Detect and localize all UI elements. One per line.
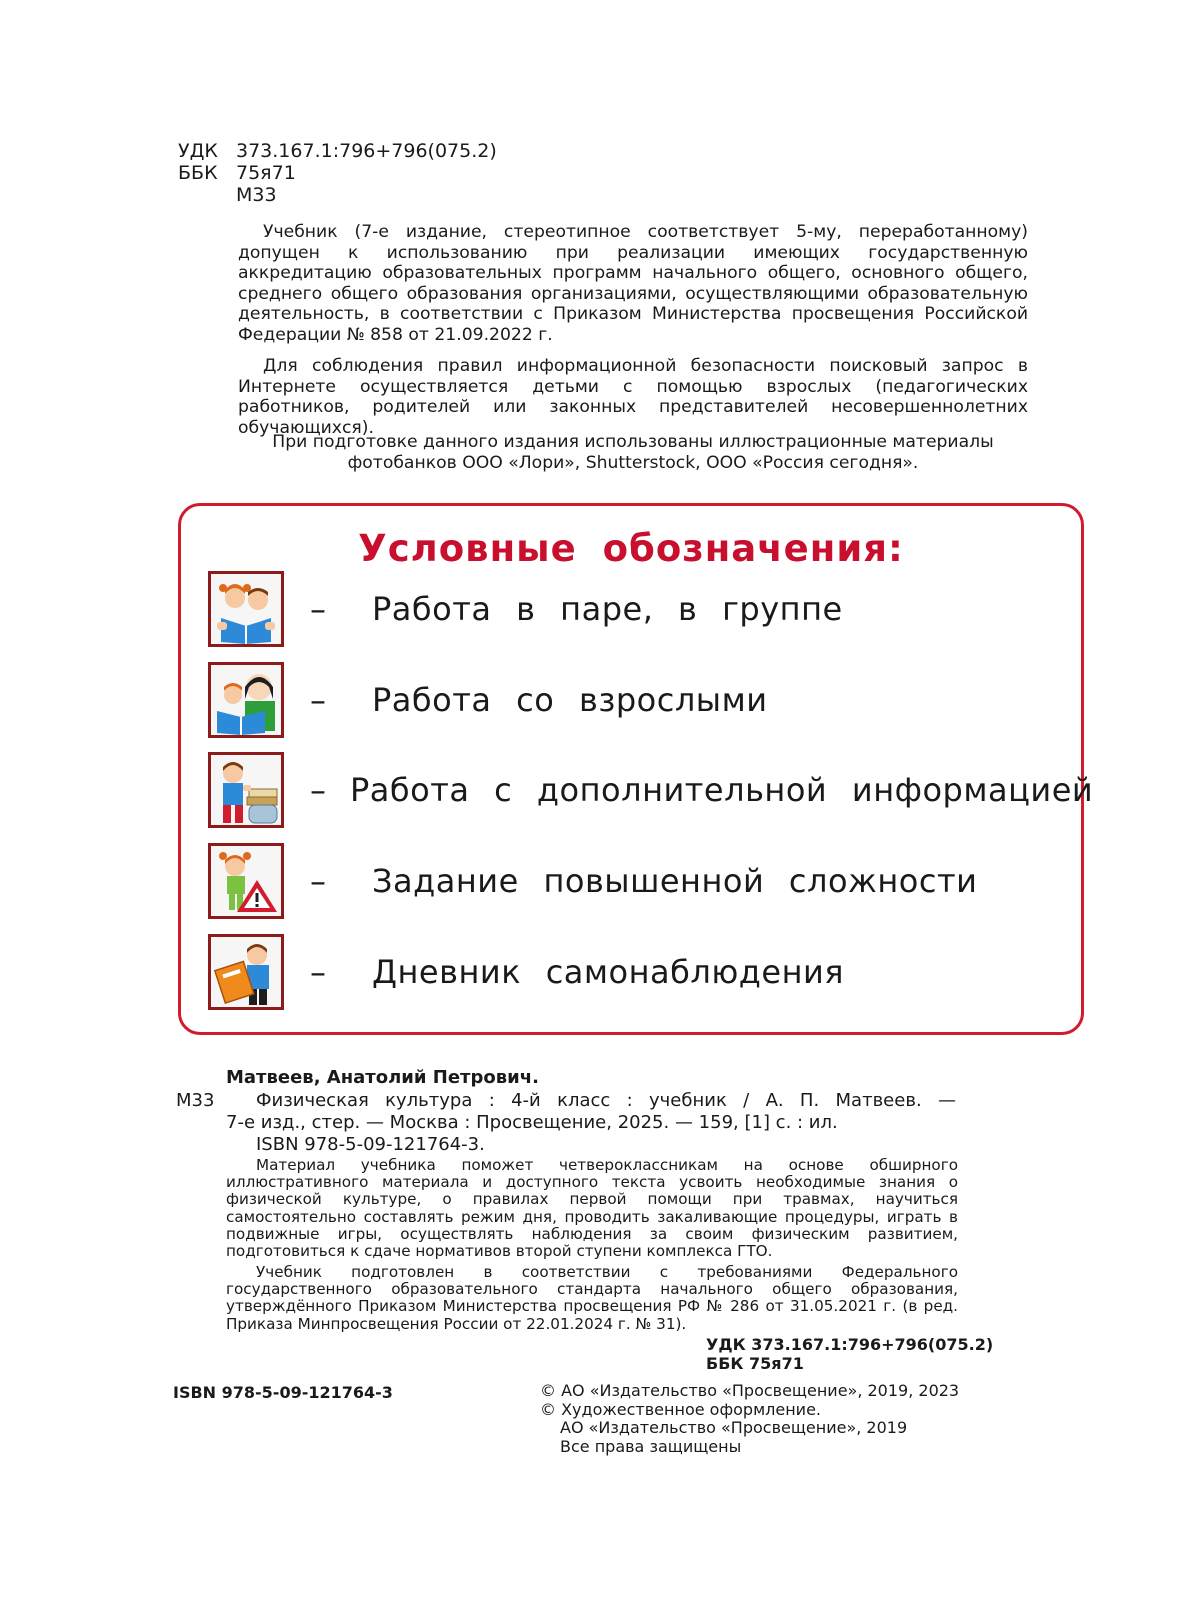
legend-item-diary <box>208 934 1078 1010</box>
author-code-label <box>178 184 236 206</box>
books-info-icon <box>208 752 284 828</box>
bib-title-line: Физическая культура : 4-й класс : учебник / А. П. Матвеев. — <box>256 1090 956 1111</box>
warning-sign-icon <box>208 843 284 919</box>
bib-standard-note: Учебник подготовлен в соответствии с требованиями Федерального государственного образовательного стандарта начального общего образования, утверждённого Приказом Министерства просвещения РФ № 286 от 31.05.2021 г. (в ред. Приказа Минпросвещения России от 22.01.2024 г. № 31). <box>226 1263 958 1333</box>
legend-dash: – <box>310 771 326 809</box>
copyright-block <box>540 1382 959 1456</box>
copyright-line: АО «Издательство «Просвещение», 2019 <box>560 1418 908 1438</box>
legend-item-adults <box>208 662 1078 738</box>
legend-label-pair: Работа в паре, в группе <box>372 590 843 628</box>
pair-reading-icon <box>208 571 284 647</box>
isbn-number: ISBN 978-5-09-121764-3 <box>173 1383 393 1402</box>
bbk-value: 75я71 <box>236 162 296 184</box>
legend-label-adults: Работа со взрослыми <box>372 681 768 719</box>
author-code-row <box>178 184 497 206</box>
adult-reading-icon <box>208 662 284 738</box>
udk-value: 373.167.1:796+796(075.2) <box>236 140 497 162</box>
bib-code: М33 <box>176 1090 215 1111</box>
legend-label-info: Работа с дополнительной информацией <box>350 771 1094 809</box>
legend-item-pair <box>208 571 1078 647</box>
legend-item-hard <box>208 843 1078 919</box>
diary-icon <box>208 934 284 1010</box>
author-code-value: М33 <box>236 184 277 206</box>
bib-classification <box>706 1335 993 1373</box>
legend-title: Условные обозначения: <box>358 527 904 570</box>
bib-author: Матвеев, Анатолий Петрович. <box>226 1067 539 1088</box>
udk-label: УДК <box>178 140 218 162</box>
bib-bbk: ББК 75я71 <box>706 1354 804 1373</box>
approval-paragraph: Учебник (7-е издание, стереотипное соответствует 5-му, переработанному) допущен к использованию при реализации имеющих государственную аккредитацию образовательных программ начального общего, основного общего, среднего общего образования организациями, осуществляющими образовательную деятельность, в соответствии с Приказом Министерства просвещения Российской Федерации № 858 от 21.09.2022 г. <box>238 222 1028 345</box>
bib-edition-line: 7-е изд., стер. — Москва : Просвещение, 2025. — 159, [1] с. : ил. <box>226 1112 838 1133</box>
legend-dash: – <box>310 953 326 991</box>
bib-isbn-line: ISBN 978-5-09-121764-3. <box>256 1134 485 1155</box>
legend-dash: – <box>310 681 326 719</box>
legend-label-diary: Дневник самонаблюдения <box>372 953 845 991</box>
legend-item-info <box>208 752 1094 828</box>
safety-paragraph: Для соблюдения правил информационной безопасности поисковый запрос в Интернете осуществляется детьми с помощью взрослых (педагогических работников, родителей или законных представителей несовершеннолетних обучающихся). <box>238 356 1028 438</box>
bbk-row <box>178 162 497 184</box>
classification-codes <box>178 140 497 206</box>
illustrations-note: При подготовке данного издания использованы иллюстрационные материалы фотобанков ООО «Лори», Shutterstock, ООО «Россия сегодня». <box>272 432 994 473</box>
legend-label-hard: Задание повышенной сложности <box>372 862 978 900</box>
bib-annotation: Материал учебника поможет четвероклассникам на основе обширного иллюстративного материала и доступного текста усвоить необходимые знания о физической культуре, о правилах первой помощи при травмах, научиться самостоятельно составлять режим дня, проводить закаливающие процедуры, играть в подвижные игры, осуществлять наблюдения за своим физическим развитием, подготовиться к сдаче нормативов второй ступени комплекса ГТО. <box>226 1156 958 1261</box>
udk-row <box>178 140 497 162</box>
legend-dash: – <box>310 590 326 628</box>
bib-udk: УДК 373.167.1:796+796(075.2) <box>706 1335 994 1354</box>
copyright-line: © Художественное оформление. <box>540 1399 821 1419</box>
copyright-line: Все права защищены <box>560 1436 742 1456</box>
copyright-line: © АО «Издательство «Просвещение», 2019, 2023 <box>540 1381 960 1400</box>
legend-dash: – <box>310 862 326 900</box>
bbk-label: ББК <box>178 162 218 184</box>
